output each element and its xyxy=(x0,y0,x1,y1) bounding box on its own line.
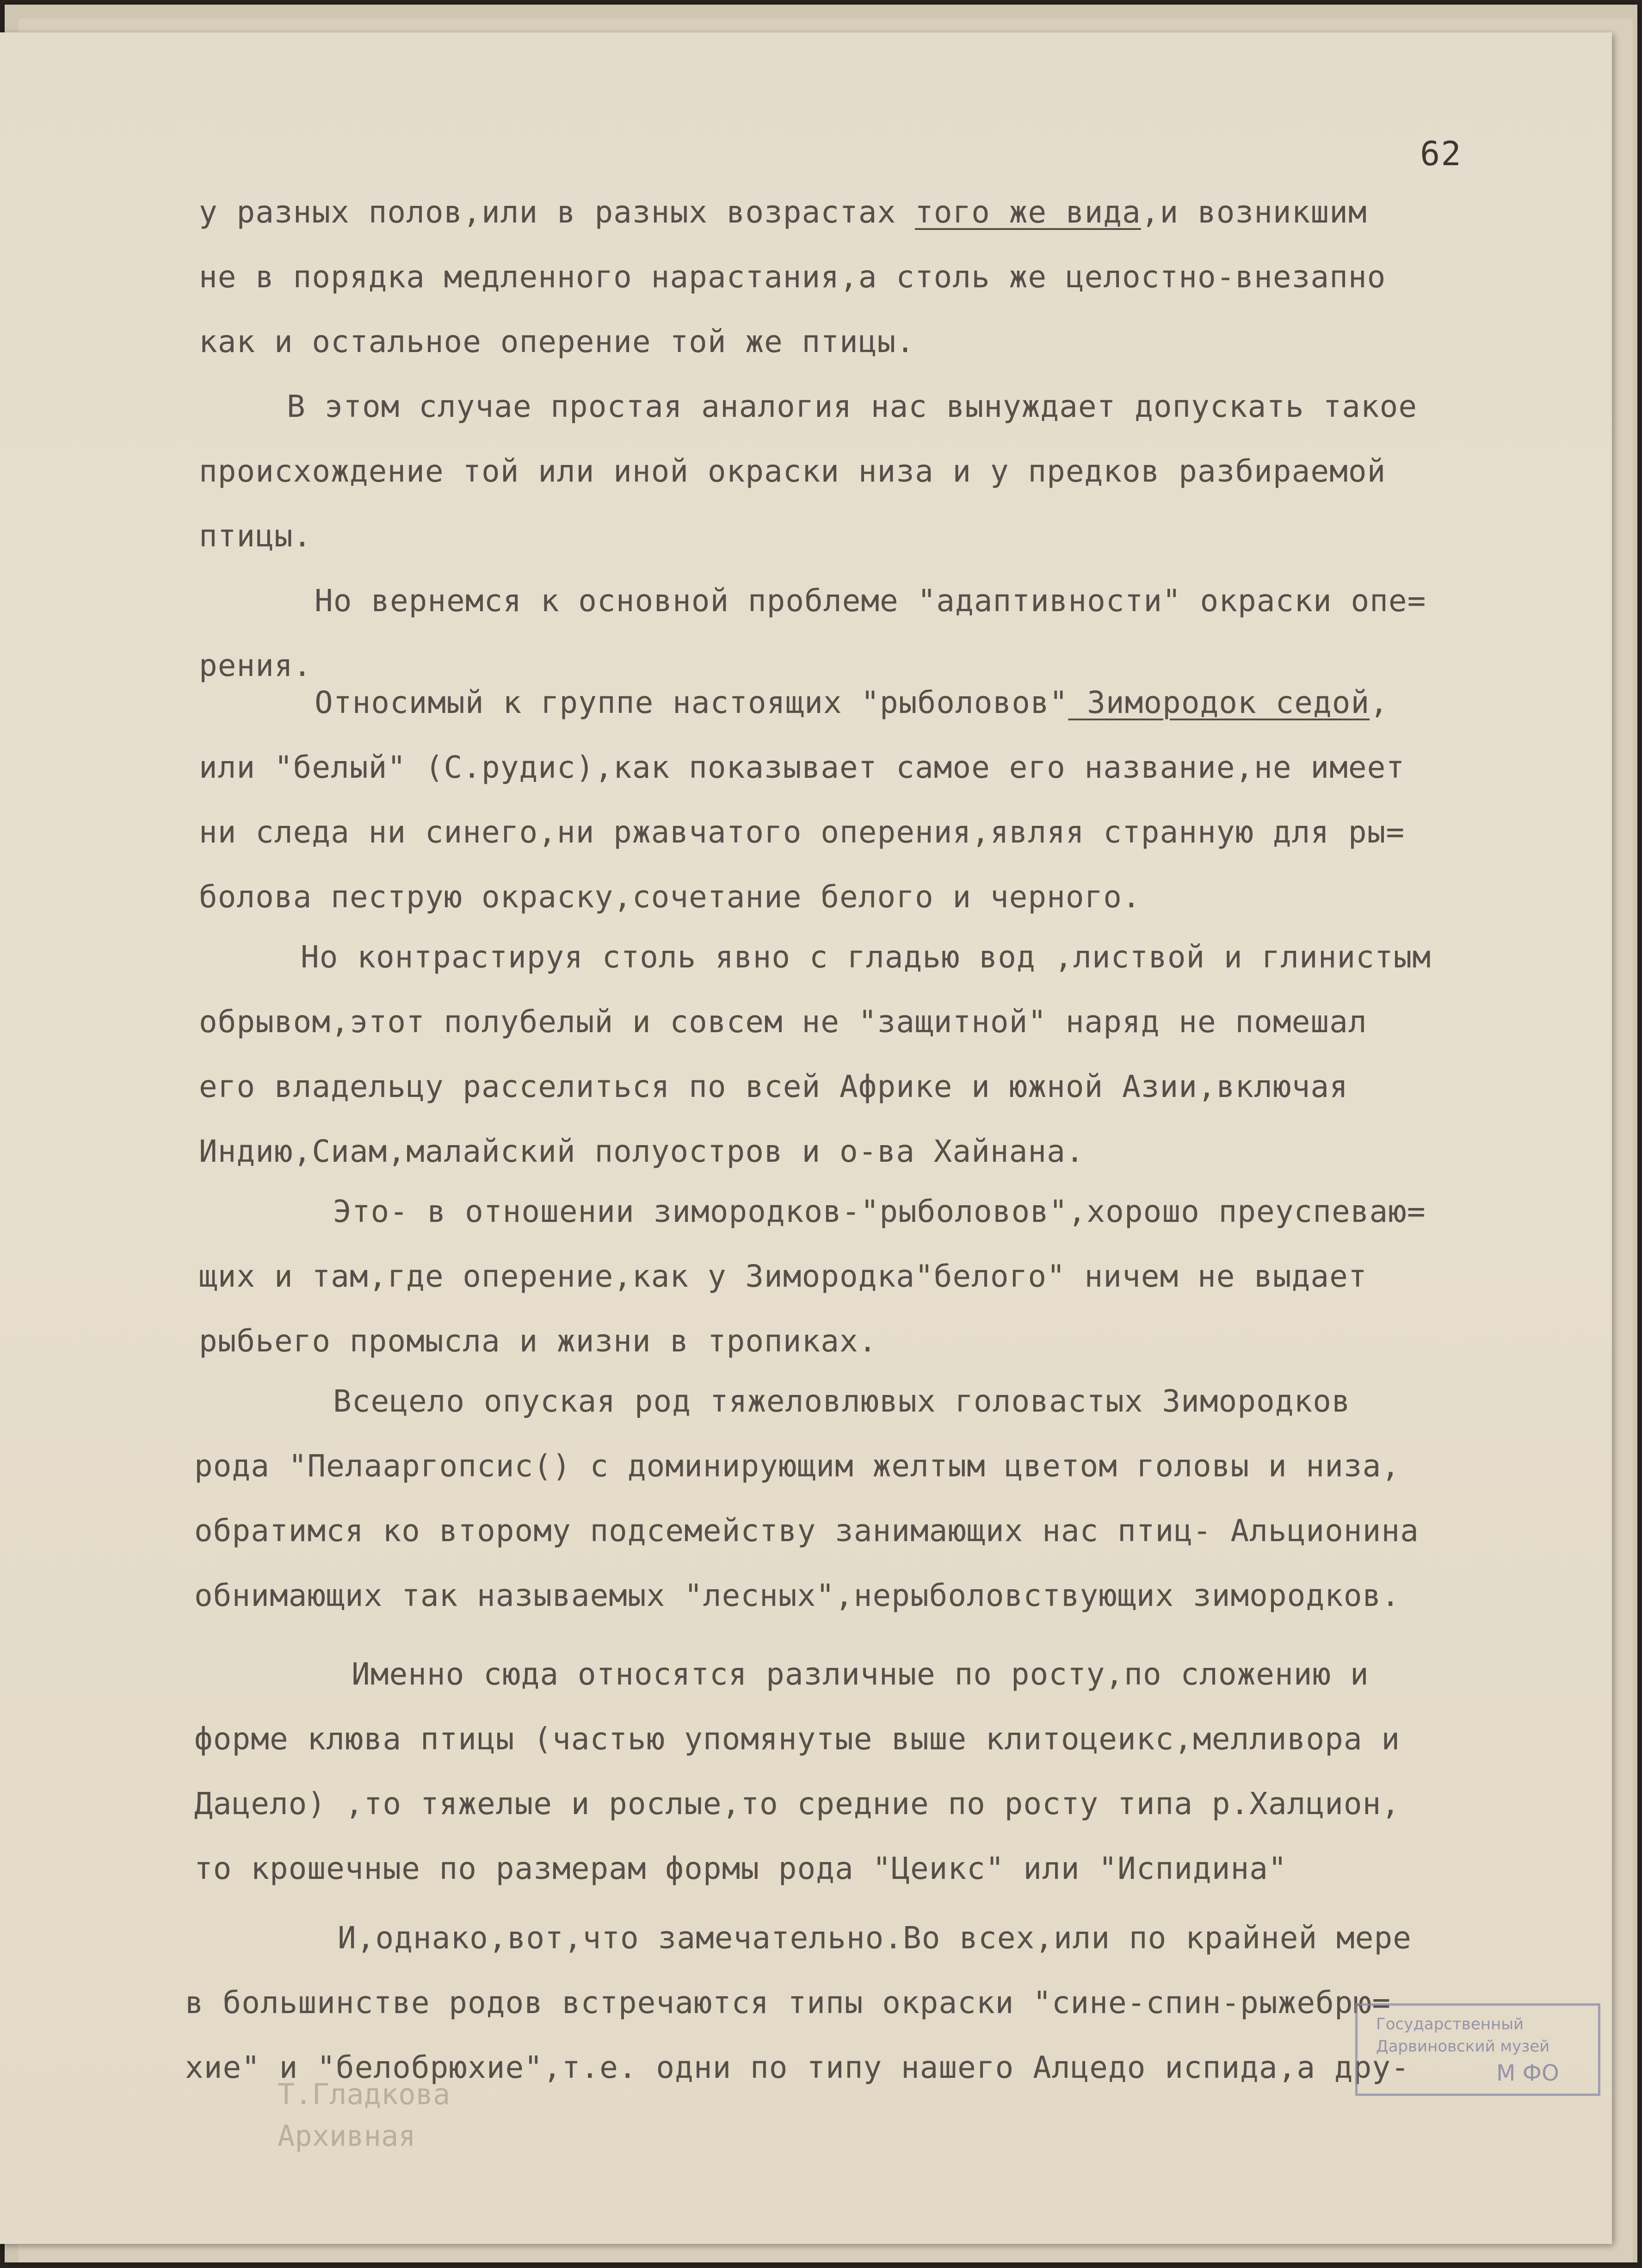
stamp-line: Дарвиновский музей xyxy=(1376,2037,1550,2056)
text-line: Но контрастируя столь явно с гладью вод ,листвой и глинистым xyxy=(301,939,1432,975)
page-number: 62 xyxy=(1420,134,1462,173)
text-line: рыбьего промысла и жизни в тропиках. xyxy=(199,1323,877,1359)
text-line: ни следа ни синего,ни ржавчатого оперения,являя странную для ры= xyxy=(199,814,1405,850)
text-line: обнимающих так называемых "лесных",нерыболовствующих зимородков. xyxy=(194,1578,1401,1613)
text-line: не в порядка медленного нарастания,а столь же целостно-внезапно xyxy=(199,259,1386,295)
text-line: обратимся ко второму подсемейству занимающих нас птиц- Альционина xyxy=(194,1513,1419,1549)
text-line: или "белый" (С.рудис),как показывает самое его название,не имеет xyxy=(199,750,1405,785)
stamp-line: М ФО xyxy=(1496,2060,1559,2086)
text-line: Индию,Сиам,малайский полуостров и о-ва Хайнана. xyxy=(199,1134,1085,1169)
text-line: И,однако,вот,что замечательно.Во всех,или по крайней мере xyxy=(338,1920,1412,1956)
text-line: Всецело опуская род тяжеловлювых головастых Зимородков xyxy=(333,1383,1351,1419)
text-line: то крошечные по размерам формы рода "Цеикс" или "Испидина" xyxy=(194,1851,1287,1886)
text-line: щих и там,где оперение,как у Зимородка"белого" ничем не выдает xyxy=(199,1258,1367,1294)
text-line: рода "Пелааргопсис() с доминирующим желтым цветом головы и низа, xyxy=(194,1448,1401,1484)
text-line: Это- в отношении зимородков-"рыболовов",хорошо преуспеваю= xyxy=(333,1194,1426,1229)
text-line: Но вернемся к основной проблеме "адаптивности" окраски опе= xyxy=(315,583,1426,619)
typewritten-page xyxy=(0,32,1612,2244)
text-line: обрывом,этот полубелый и совсем не "защитной" наряд не помешал xyxy=(199,1004,1367,1040)
text-line: В этом случае простая аналогия нас вынуждает допускать такое xyxy=(287,389,1418,424)
text-line: происхождение той или иной окраски низа и у предков разбираемой xyxy=(199,453,1386,489)
text-line: Именно сюда относятся различные по росту,по сложению и xyxy=(352,1656,1369,1692)
text-line: птицы. xyxy=(199,518,312,554)
text-line: болова пеструю окраску,сочетание белого и черного. xyxy=(199,879,1141,915)
text-line: рения. xyxy=(199,648,312,683)
text-line: хие" и "белобрюхие",т.е. одни по типу нашего Алцедо испида,а дру- xyxy=(185,2050,1410,2085)
text-line: у разных полов,или в разных возрастах того же вида,и возникшим xyxy=(199,194,1367,230)
archive-stamp xyxy=(1355,2003,1600,2096)
stamp-line: Государственный xyxy=(1376,2015,1524,2033)
text-line: Дацело) ,то тяжелые и рослые,то средние по росту типа р.Халцион, xyxy=(194,1786,1401,1822)
ghost-text-line: Архивная xyxy=(278,2119,416,2153)
page-text xyxy=(0,32,1612,2244)
text-line: Относимый к группе настоящих "рыболовов" Зимородок седой, xyxy=(315,685,1389,720)
text-line: как и остальное оперение той же птицы. xyxy=(199,324,915,359)
text-line: форме клюва птицы (частью упомянутые выше клитоцеикс,мелливора и xyxy=(194,1721,1401,1757)
text-line: его владельцу расселиться по всей Африке и южной Азии,включая xyxy=(199,1069,1348,1104)
text-line: в большинстве родов встречаются типы окраски "сине-спин-рыжебрю= xyxy=(185,1985,1391,2020)
ghost-text-line: Т.Гладкова xyxy=(278,2077,451,2111)
